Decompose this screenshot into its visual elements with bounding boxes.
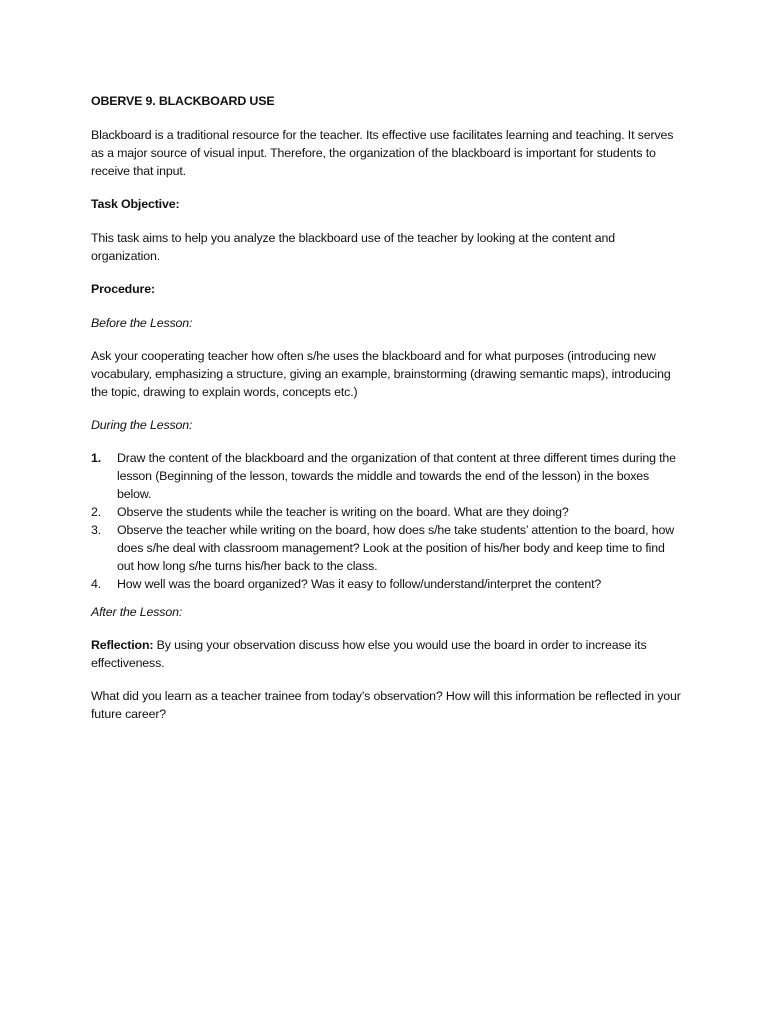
step-number: 2. — [91, 505, 102, 519]
during-lesson-steps — [91, 449, 681, 593]
step-text: Observe the students while the teacher is writing on the board. What are they doing? — [117, 505, 569, 519]
step-text: Draw the content of the blackboard and the organization of that content at three different times during the lesson (Beginning of the lesson, towards the middle and towards the end of the lesson) in the boxes below. — [117, 451, 676, 501]
step-number: 4. — [91, 577, 102, 591]
reflection-text: By using your observation discuss how else you would use the board in order to increase its effectiveness. — [91, 638, 647, 670]
list-item — [91, 575, 681, 593]
list-item — [91, 521, 681, 575]
intro-paragraph: Blackboard is a traditional resource for the teacher. Its effective use facilitates learning and teaching. It serves as a major source of visual input. Therefore, the organization of the blackboard is important for students to receive that input. — [91, 128, 674, 178]
after-lesson-heading: After the Lesson: — [91, 605, 183, 619]
list-item — [91, 449, 681, 503]
list-item — [91, 503, 681, 521]
step-number: 3. — [91, 523, 102, 537]
step-number: 1. — [91, 451, 102, 465]
closing-paragraph: What did you learn as a teacher trainee from today’s observation? How will this information be reflected in your future career? — [91, 689, 681, 721]
step-text: How well was the board organized? Was it easy to follow/understand/interpret the content? — [117, 577, 602, 591]
task-objective-paragraph: This task aims to help you analyze the blackboard use of the teacher by looking at the content and organization. — [91, 231, 615, 263]
document-title: OBERVE 9. BLACKBOARD USE — [91, 94, 275, 108]
document-page — [91, 92, 681, 738]
task-objective-heading: Task Objective: — [91, 197, 180, 211]
step-text: Observe the teacher while writing on the board, how does s/he take students’ attention to the board, how does s/he deal with classroom management? Look at the position of his/her body and keep time to find out how long s/he turns his/her back to the class. — [117, 523, 675, 573]
reflection-label: Reflection: — [91, 638, 154, 652]
during-lesson-heading: During the Lesson: — [91, 418, 193, 432]
before-lesson-paragraph: Ask your cooperating teacher how often s/he uses the blackboard and for what purposes (introducing new vocabulary, emphasizing a structure, giving an example, brainstorming (drawing semantic maps), introducing the topic, drawing to explain words, concepts etc.) — [91, 349, 671, 399]
reflection-paragraph — [91, 636, 681, 672]
procedure-heading: Procedure: — [91, 282, 155, 296]
before-lesson-heading: Before the Lesson: — [91, 316, 193, 330]
